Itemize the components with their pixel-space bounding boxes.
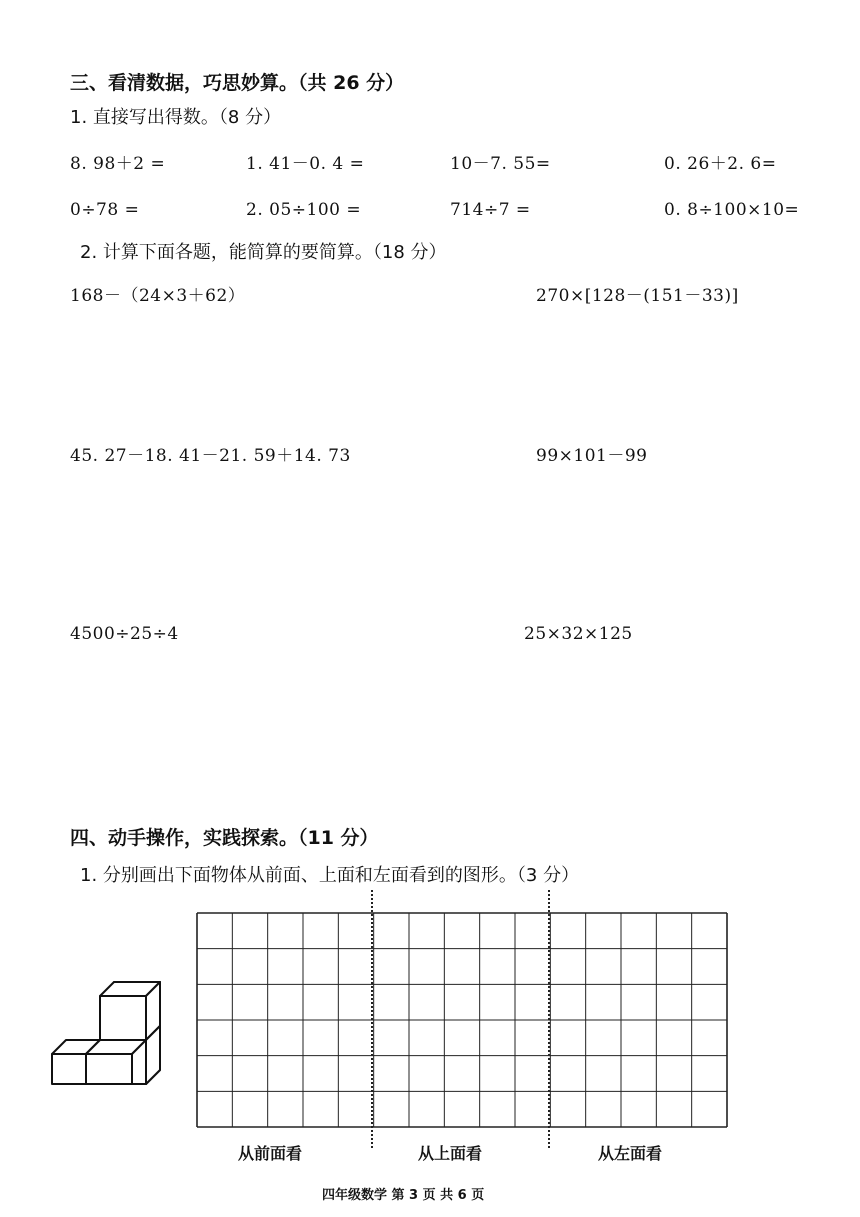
cube-figure [48,978,168,1090]
oral-item-8: 0. 8÷100×10= [664,200,800,220]
section-4-title: 四、动手操作，实践探索。（11 分） [70,827,379,849]
calc-item-4: 99×101－99 [536,446,648,466]
oral-item-6: 2. 05÷100 = [246,200,362,220]
drawing-grid[interactable] [196,912,728,1132]
label-left-view: 从左面看 [598,1144,663,1163]
calc-item-1: 168－（24×3＋62） [70,286,246,306]
oral-item-4: 0. 26＋2. 6= [664,154,777,174]
calc-item-3: 45. 27－18. 41－21. 59＋14. 73 [70,446,351,466]
q2-title: 2. 计算下面各题，能简算的要简算。（18 分） [80,242,447,263]
label-front-view: 从前面看 [238,1144,303,1163]
calc-item-6: 25×32×125 [524,624,633,644]
draw-question-title: 1. 分别画出下面物体从前面、上面和左面看到的图形。（3 分） [80,865,580,886]
calc-item-2: 270×[128－(151－33)] [536,286,739,306]
q1-title: 1. 直接写出得数。（8 分） [70,107,282,128]
label-top-view: 从上面看 [418,1144,483,1163]
oral-item-3: 10－7. 55= [450,154,551,174]
oral-item-1: 8. 98＋2 = [70,154,166,174]
divider-1 [371,890,373,1148]
section-3-title: 三、看清数据，巧思妙算。（共 26 分） [70,72,405,94]
grid-lines [196,912,728,1128]
oral-item-5: 0÷78 = [70,200,140,220]
oral-item-7: 714÷7 = [450,200,531,220]
oral-item-2: 1. 41－0. 4 = [246,154,365,174]
calc-item-5: 4500÷25÷4 [70,624,179,644]
page-footer: 四年级数学 第 3 页 共 6 页 [322,1188,485,1203]
divider-2 [548,890,550,1148]
